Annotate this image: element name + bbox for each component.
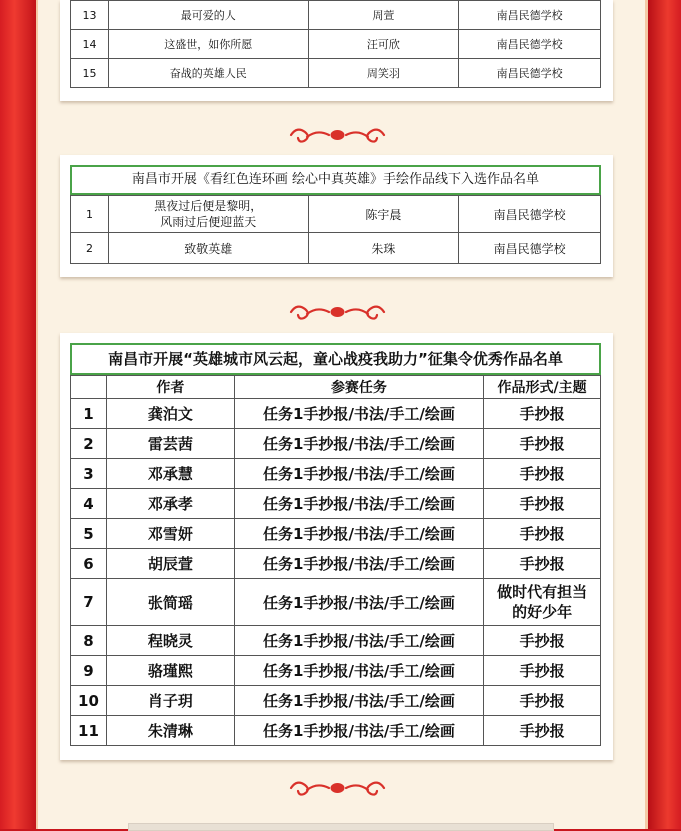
form-text	[484, 579, 601, 626]
author-name: 朱清琳	[106, 716, 234, 746]
form-text: 手抄报	[484, 716, 601, 746]
work-title-line: 黑夜过后便是黎明，	[154, 199, 263, 213]
work-title: 这盛世，如你所愿	[108, 30, 308, 59]
table-row	[71, 489, 601, 519]
section-title: 南昌市开展“英雄城市风云起，童心战疫我助力”征集令优秀作品名单	[70, 343, 601, 375]
header-number	[71, 376, 107, 399]
form-text: 手抄报	[484, 656, 601, 686]
row-number: 3	[71, 459, 107, 489]
task-text: 任务1手抄报/书法/手工/绘画	[234, 579, 483, 626]
row-number: 7	[71, 579, 107, 626]
table-row	[71, 519, 601, 549]
table-row	[71, 233, 601, 264]
form-text: 手抄报	[484, 626, 601, 656]
right-red-border	[648, 0, 681, 829]
table-row	[71, 1, 601, 30]
row-number: 15	[71, 59, 109, 88]
table-row	[71, 549, 601, 579]
author-name: 朱珠	[308, 233, 459, 264]
list-card-3	[60, 333, 613, 760]
author-name: 邓承慧	[106, 459, 234, 489]
table-header-row	[71, 376, 601, 399]
table-row	[71, 459, 601, 489]
author-name: 周笑羽	[308, 59, 459, 88]
task-text: 任务1手抄报/书法/手工/绘画	[234, 459, 483, 489]
row-number: 4	[71, 489, 107, 519]
table-row	[71, 30, 601, 59]
task-text: 任务1手抄报/书法/手工/绘画	[234, 489, 483, 519]
row-number: 2	[71, 233, 109, 264]
author-name: 陈宇晨	[308, 196, 459, 233]
row-number: 1	[71, 399, 107, 429]
school-name: 南昌民德学校	[459, 196, 601, 233]
list-card-2	[60, 155, 613, 277]
table-row	[71, 59, 601, 88]
work-title: 奋战的英雄人民	[108, 59, 308, 88]
row-number: 10	[71, 686, 107, 716]
results-table-2	[70, 195, 601, 264]
work-title	[108, 196, 308, 233]
right-inner-line	[645, 0, 648, 829]
table-row	[71, 196, 601, 233]
form-text: 手抄报	[484, 686, 601, 716]
form-text: 手抄报	[484, 549, 601, 579]
row-number: 2	[71, 429, 107, 459]
form-text: 手抄报	[484, 519, 601, 549]
results-table-1	[70, 0, 601, 88]
form-text: 手抄报	[484, 489, 601, 519]
table-row	[71, 656, 601, 686]
header-author: 作者	[106, 376, 234, 399]
task-text: 任务1手抄报/书法/手工/绘画	[234, 656, 483, 686]
table-row	[71, 399, 601, 429]
table-row	[71, 686, 601, 716]
author-name: 程晓灵	[106, 626, 234, 656]
work-title: 最可爱的人	[108, 1, 308, 30]
school-name: 南昌民德学校	[459, 1, 601, 30]
author-name: 周萱	[308, 1, 459, 30]
author-name: 雷芸茜	[106, 429, 234, 459]
form-text-line: 的好少年	[512, 603, 573, 621]
task-text: 任务1手抄报/书法/手工/绘画	[234, 429, 483, 459]
task-text: 任务1手抄报/书法/手工/绘画	[234, 399, 483, 429]
table-row	[71, 579, 601, 626]
author-name: 骆瑾熙	[106, 656, 234, 686]
work-title: 致敬英雄	[108, 233, 308, 264]
author-name: 邓承孝	[106, 489, 234, 519]
school-name: 南昌民德学校	[459, 59, 601, 88]
section-title: 南昌市开展《看红色连环画 绘心中真英雄》手绘作品线下入选作品名单	[70, 165, 601, 195]
school-name: 南昌民德学校	[459, 233, 601, 264]
form-text: 手抄报	[484, 429, 601, 459]
author-name: 胡辰萱	[106, 549, 234, 579]
row-number: 5	[71, 519, 107, 549]
task-text: 任务1手抄报/书法/手工/绘画	[234, 626, 483, 656]
header-form: 作品形式/主题	[484, 376, 601, 399]
author-name: 汪可欣	[308, 30, 459, 59]
row-number: 11	[71, 716, 107, 746]
form-text-line: 做时代有担当	[497, 583, 588, 601]
table-row	[71, 626, 601, 656]
cloud-ornament-icon	[285, 124, 390, 146]
row-number: 1	[71, 196, 109, 233]
next-card-edge	[128, 823, 554, 831]
task-text: 任务1手抄报/书法/手工/绘画	[234, 549, 483, 579]
task-text: 任务1手抄报/书法/手工/绘画	[234, 716, 483, 746]
school-name: 南昌民德学校	[459, 30, 601, 59]
work-title-line: 风雨过后便迎蓝天	[160, 215, 257, 229]
cloud-ornament-icon	[285, 777, 390, 799]
row-number: 9	[71, 656, 107, 686]
author-name: 张简瑶	[106, 579, 234, 626]
row-number: 6	[71, 549, 107, 579]
author-name: 邓雪妍	[106, 519, 234, 549]
form-text: 手抄报	[484, 459, 601, 489]
left-red-border	[0, 0, 36, 829]
task-text: 任务1手抄报/书法/手工/绘画	[234, 686, 483, 716]
header-task: 参赛任务	[234, 376, 483, 399]
cloud-ornament-icon	[285, 301, 390, 323]
task-text: 任务1手抄报/书法/手工/绘画	[234, 519, 483, 549]
author-name: 龚泊文	[106, 399, 234, 429]
row-number: 13	[71, 1, 109, 30]
row-number: 14	[71, 30, 109, 59]
form-text: 手抄报	[484, 399, 601, 429]
author-name: 肖子玥	[106, 686, 234, 716]
row-number: 8	[71, 626, 107, 656]
list-card-1	[60, 0, 613, 101]
table-row	[71, 429, 601, 459]
results-table-3	[70, 375, 601, 746]
table-row	[71, 716, 601, 746]
